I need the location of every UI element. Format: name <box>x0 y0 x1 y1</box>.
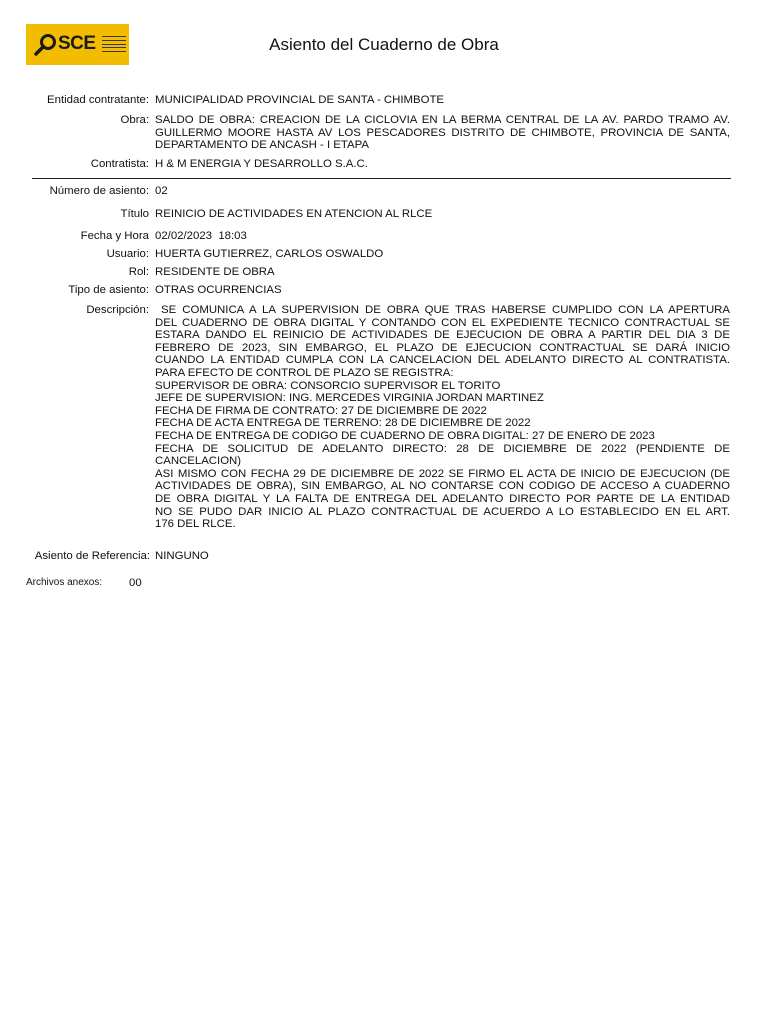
referencia-value: NINGUNO <box>155 550 209 562</box>
descripcion-label: Descripción: <box>86 304 149 316</box>
obra-value: SALDO DE OBRA: CREACION DE LA CICLOVIA EN LA BERMA CENTRAL DE LA AV. PARDO TRAMO AV. GUILLERMO MOORE HASTA AV LOS PESCADORES DISTRITO DE CHIMBOTE, PROVINCIA DE SANTA, DEPARTAMENTO DE ANCASH - I ETAPA <box>155 114 730 152</box>
descripcion-line: SE COMUNICA A LA SUPERVISION DE OBRA QUE TRAS HABERSE CUMPLIDO CON LA APERTURA <box>155 304 730 316</box>
fecha-value: 02/02/2023 18:03 <box>155 230 247 242</box>
descripcion-line: FEBRERO DE 2023, SIN EMBARGO, EL PLAZO DE EJECUCION CONTRACTUAL SE DARÁ INICIO <box>155 341 730 354</box>
numero-value: 02 <box>155 185 168 197</box>
descripcion-line: NO SE PUDO DAR INICIO AL PLAZO CONTRACTUAL DE ACUERDO A LO ESTABLECIDO EN EL ART. <box>155 505 730 518</box>
rol-row <box>0 266 730 279</box>
tipo-label: Tipo de asiento: <box>68 284 149 296</box>
anexos-value: 00 <box>129 577 142 589</box>
descripcion-line: FECHA DE ENTREGA DE CODIGO DE CUADERNO DE OBRA DIGITAL: 27 DE ENERO DE 2023 <box>155 429 655 442</box>
referencia-row <box>0 550 730 563</box>
contratista-value: H & M ENERGIA Y DESARROLLO S.A.C. <box>155 158 368 170</box>
rol-label: Rol: <box>128 266 149 278</box>
descripcion-line: ASI MISMO CON FECHA 29 DE DICIEMBRE DE 2022 SE FIRMO EL ACTA DE INICIO DE EJECUCION (DE <box>155 467 730 480</box>
obra-label: Obra: <box>120 114 149 126</box>
entidad-label: Entidad contratante: <box>47 94 149 106</box>
titulo-value: REINICIO DE ACTIVIDADES EN ATENCION AL RLCE <box>155 208 433 220</box>
titulo-label: Título <box>120 208 149 220</box>
document-title: Asiento del Cuaderno de Obra <box>269 35 499 54</box>
descripcion-row <box>0 304 730 531</box>
fecha-row <box>0 230 730 243</box>
descripcion-line: SUPERVISOR DE OBRA: CONSORCIO SUPERVISOR EL TORITO <box>155 379 501 392</box>
fecha-label: Fecha y Hora <box>80 230 149 242</box>
referencia-label: Asiento de Referencia: <box>34 550 150 562</box>
contratista-label: Contratista: <box>90 158 149 170</box>
descripcion-line: DEL CUADERNO DE OBRA DIGITAL Y CONTANDO CON EL EXPEDIENTE TECNICO CONTRACTUAL SE <box>155 316 730 329</box>
entidad-row <box>0 94 730 107</box>
tipo-row <box>0 284 730 297</box>
descripcion-line: DE OBRA DIGITAL Y LA FALTA DE ENTREGA DEL ADELANTO DIRECTO POR PARTE DE LA ENTIDAD <box>155 492 730 505</box>
descripcion-line: PARA EFECTO DE CONTROL DE PLAZO SE REGISTRA: <box>155 366 454 379</box>
entidad-value: MUNICIPALIDAD PROVINCIAL DE SANTA - CHIMBOTE <box>155 94 445 106</box>
descripcion-line: ESTARA DANDO EL REINICIO DE ACTIVIDADES DE EJECUCION DE OBRA A PARTIR DEL DIA 3 DE <box>155 329 730 342</box>
descripcion-value <box>155 304 730 531</box>
usuario-row <box>0 248 730 261</box>
descripcion-line: FECHA DE FIRMA DE CONTRATO: 27 DE DICIEMBRE DE 2022 <box>155 404 487 417</box>
numero-row <box>0 185 730 198</box>
usuario-label: Usuario: <box>106 248 149 260</box>
titulo-row <box>0 208 730 221</box>
contratista-row <box>0 158 730 171</box>
tipo-value: OTRAS OCURRENCIAS <box>155 284 282 296</box>
rol-value: RESIDENTE DE OBRA <box>155 266 275 278</box>
logo-text: SCE <box>58 33 96 54</box>
obra-row <box>0 114 730 152</box>
anexos-label: Archivos anexos: <box>26 577 103 588</box>
numero-label: Número de asiento: <box>49 185 149 197</box>
descripcion-line: ACTIVIDADES DE OBRA), SIN EMBARGO, AL NO CONTARSE CON CODIGO DE ACCESO A CUADERNO <box>155 480 730 493</box>
descripcion-line: FECHA DE SOLICITUD DE ADELANTO DIRECTO: 28 DE DICIEMBRE DE 2022 (PENDIENTE DE <box>155 442 730 455</box>
descripcion-line: CUANDO LA ENTIDAD CUMPLA CON LA CANCELACION DEL ADELANTO DIRECTO AL CONTRATISTA. <box>155 354 730 367</box>
descripcion-line: CANCELACION) <box>155 455 242 468</box>
section-divider <box>32 178 731 179</box>
usuario-value: HUERTA GUTIERREZ, CARLOS OSWALDO <box>155 248 384 260</box>
descripcion-line: JEFE DE SUPERVISION: ING. MERCEDES VIRGINIA JORDAN MARTINEZ <box>155 392 544 405</box>
descripcion-line: FECHA DE ACTA ENTREGA DE TERRENO: 28 DE DICIEMBRE DE 2022 <box>155 417 531 430</box>
descripcion-line: 176 DEL RLCE. <box>155 518 236 531</box>
